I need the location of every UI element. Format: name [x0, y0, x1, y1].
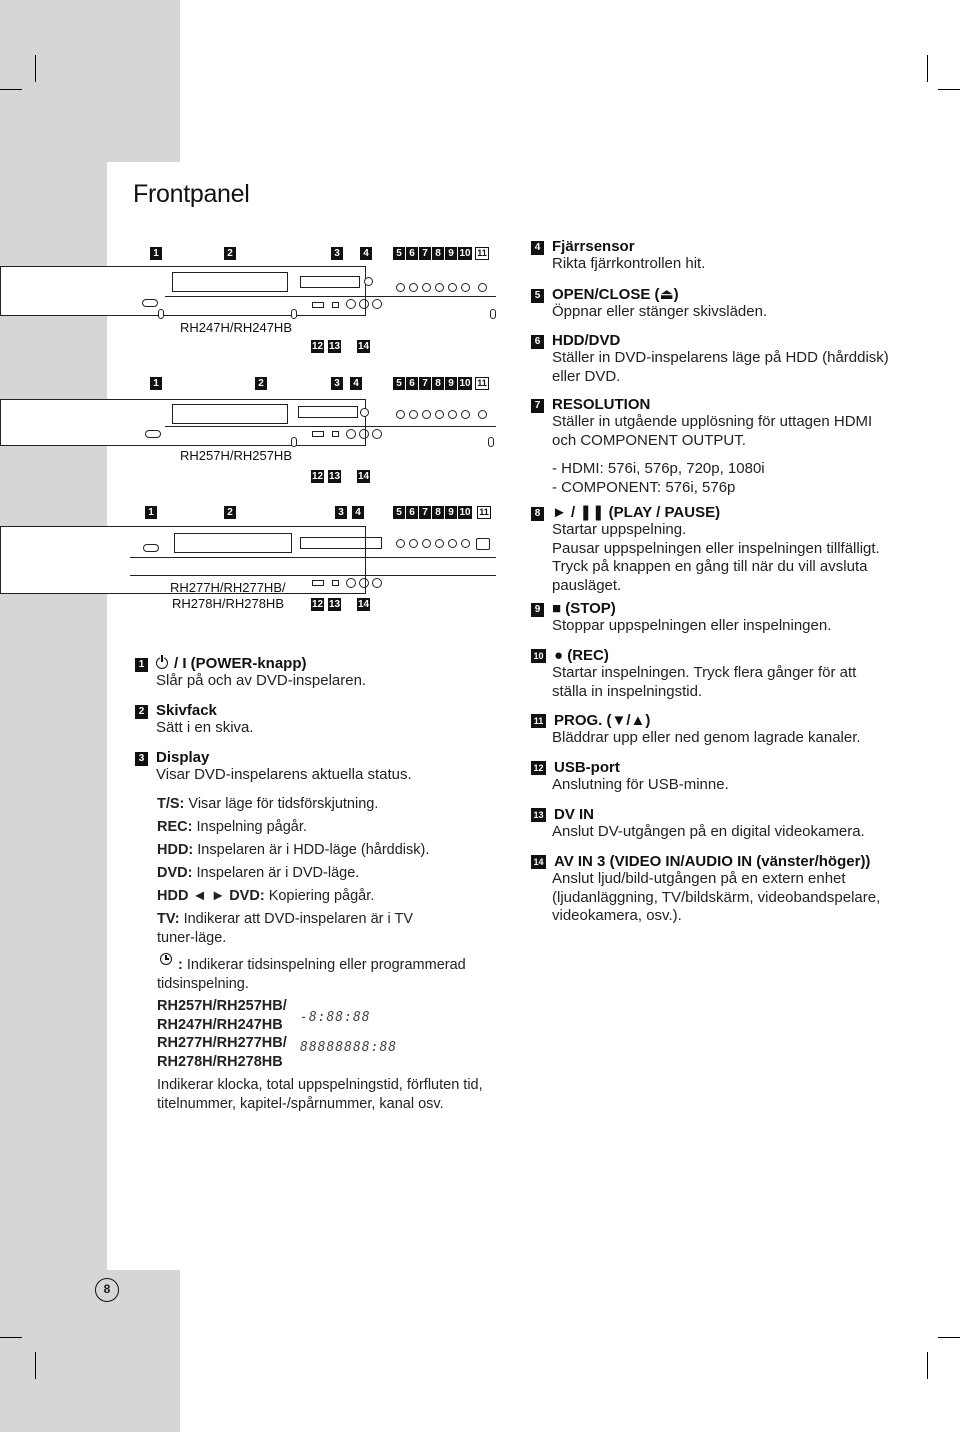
item-heading: DV IN [554, 806, 595, 823]
model-label: RH247H/RH247HB [157, 1016, 283, 1033]
item-display [135, 749, 412, 785]
remote-sensor-icon [364, 277, 373, 286]
callout-number: 14 [357, 341, 370, 352]
callout-number: 13 [328, 471, 341, 482]
rec-icon [461, 283, 470, 292]
hdd-dvd-icon [409, 410, 418, 419]
callout-number: 5 [393, 377, 405, 390]
item-number: 7 [531, 399, 544, 413]
display-segment-a: -8:88:88 [300, 1010, 371, 1025]
av-in-jack-icon [372, 578, 382, 588]
item-description: eller DVD. [552, 367, 621, 385]
indicator-text: tidsinspelning. [157, 975, 249, 992]
display-segment-b: 88888888:88 [300, 1040, 398, 1055]
callout-number: 3 [331, 377, 343, 390]
device-divider [130, 557, 496, 558]
callout-number: 5 [393, 506, 405, 519]
indicator-key: HDD: [157, 842, 194, 858]
open-close-icon [396, 410, 405, 419]
av-in-jack-icon [359, 299, 369, 309]
note-line: Indikerar klocka, total uppspelningstid, förfluten tid, [157, 1077, 483, 1093]
item-description: Bläddrar upp eller ned genom lagrade kanaler. [552, 729, 861, 746]
callout-number: 1 [145, 506, 157, 519]
item-description: Anslut ljud/bild-utgången på en extern enhet [552, 870, 846, 887]
right-item [531, 396, 872, 450]
crop-mark [927, 1352, 928, 1379]
indicator-text: tuner-läge. [157, 929, 227, 946]
item-description: pausläget. [552, 576, 622, 594]
model-label: RH277H/RH277HB/ [157, 1035, 287, 1051]
power-button-icon [142, 299, 158, 307]
item-number: 4 [531, 241, 544, 255]
av-in-jack-icon [372, 429, 382, 439]
callout-number: 13 [328, 341, 341, 352]
av-in-jack-icon [346, 299, 356, 309]
item-heading: ● (REC) [554, 647, 609, 664]
resolution-list-item: - COMPONENT: 576i, 576p [552, 479, 736, 496]
callout-number: 2 [224, 506, 236, 519]
gray-band-left [0, 0, 107, 1432]
item-description: Öppnar eller stänger skivsläden. [552, 303, 768, 320]
play-pause-icon [435, 539, 444, 548]
item-description: Stoppar uppspelningen eller inspelningen. [552, 617, 832, 634]
right-item [531, 503, 880, 595]
callout-number: 12 [311, 471, 324, 482]
callout-number: 11 [475, 377, 489, 390]
stop-icon [448, 539, 457, 548]
item-number: 14 [531, 855, 546, 869]
device-divider [165, 426, 496, 427]
device-divider [130, 575, 496, 576]
callout-number: 9 [445, 247, 457, 260]
item-number: 9 [531, 603, 544, 617]
item-heading: AV IN 3 (VIDEO IN/AUDIO IN (vänster/höger)) [554, 853, 871, 870]
callout-number: 4 [352, 506, 364, 519]
callout-number: 11 [477, 506, 491, 519]
item-number: 11 [531, 714, 546, 728]
note-line: titelnummer, kapitel-/spårnummer, kanal osv. [157, 1095, 444, 1112]
item-description: Tryck på knappen en gång till när du vill avsluta [552, 558, 868, 575]
model-label: RH278H/RH278HB [172, 596, 284, 611]
display-window [300, 537, 382, 549]
indicator-text: Inspelning pågår. [196, 819, 307, 835]
crop-mark [938, 89, 960, 90]
item-description: Pausar uppspelningen eller inspelningen tillfälligt. [552, 539, 880, 557]
power-button-icon [145, 430, 161, 438]
callout-number: 10 [459, 378, 471, 389]
indicator-text: Indikerar att DVD-inspelaren är i TV [183, 911, 414, 927]
item-description: Slår på och av DVD-inspelaren. [156, 672, 367, 689]
item-heading: PROG. (▼/▲) [554, 712, 651, 729]
item-description: Sätt i en skiva. [156, 719, 254, 736]
indicator-tv [157, 910, 413, 947]
device-foot-icon [291, 437, 297, 447]
model-label: RH257H/RH257HB [180, 448, 292, 463]
rec-icon [461, 539, 470, 548]
item-heading: Display [156, 749, 210, 766]
model-label: RH257H/RH257HB/ [157, 998, 287, 1014]
callout-number: 9 [445, 506, 457, 519]
callout-number: 9 [445, 377, 457, 390]
usb-port-icon [312, 580, 324, 586]
crop-mark [35, 1352, 36, 1379]
stop-icon [448, 410, 457, 419]
right-item [531, 759, 729, 795]
indicator-key: REC: [157, 819, 193, 835]
item-description: Startar inspelningen. Tryck flera gånger för att [552, 664, 857, 681]
indicator-key: TV: [157, 911, 180, 927]
item-description: Anslutning för USB-minne. [552, 776, 729, 793]
callout-number: 6 [406, 377, 418, 390]
callout-number: 7 [419, 247, 431, 260]
crop-mark [0, 1337, 22, 1338]
item-number: 5 [531, 289, 544, 303]
power-button-icon [143, 544, 159, 552]
indicator-key: : [178, 957, 183, 973]
item-description: videokamera, osv.). [552, 907, 682, 924]
item-heading: ► / ❚❚ (PLAY / PAUSE) [552, 504, 721, 521]
item-description: ställa in inspelningstid. [552, 682, 703, 700]
indicator-text: Inspelaren är i HDD-läge (hårddisk). [197, 842, 430, 858]
callout-number: 6 [406, 247, 418, 260]
device-divider [165, 296, 496, 297]
callout-number: 2 [255, 377, 267, 390]
right-item [531, 647, 856, 701]
prog-icon [478, 410, 487, 419]
clock-models-b [157, 1034, 287, 1071]
item-number: 6 [531, 335, 544, 349]
item-description: Rikta fjärrkontrollen hit. [552, 255, 706, 272]
right-item [531, 600, 831, 636]
item-power [135, 655, 366, 691]
device-foot-icon [490, 309, 496, 319]
callout-number: 8 [432, 506, 444, 519]
callout-number: 1 [150, 247, 162, 260]
right-item [531, 806, 865, 842]
model-label: RH247H/RH247HB [180, 320, 292, 335]
resolution-icon [422, 539, 431, 548]
hdd-dvd-icon [409, 539, 418, 548]
right-item [531, 332, 889, 386]
item-heading: RESOLUTION [552, 396, 651, 413]
display-window [298, 406, 358, 418]
usb-port-icon [312, 431, 324, 437]
item-heading: / I (POWER-knapp) [174, 655, 307, 672]
remote-sensor-icon [360, 408, 369, 417]
item-heading: ■ (STOP) [552, 600, 616, 617]
model-label: RH278H/RH278HB [157, 1053, 283, 1070]
item-heading: USB-port [554, 759, 620, 776]
disc-tray [174, 533, 292, 553]
clock-icon [160, 953, 172, 965]
callout-number: 14 [357, 471, 370, 482]
indicator-copy [157, 887, 374, 906]
indicator-key: DVD: [157, 865, 193, 881]
callout-number: 2 [224, 247, 236, 260]
callout-number: 8 [432, 247, 444, 260]
usb-port-icon [312, 302, 324, 308]
indicator-key: HDD ◄ ► DVD: [157, 888, 265, 904]
indicator-hdd [157, 841, 429, 860]
hdd-dvd-icon [409, 283, 418, 292]
gray-band-bottom [0, 1270, 180, 1432]
item-number: 2 [135, 705, 148, 719]
dv-in-icon [332, 302, 339, 308]
av-in-jack-icon [346, 578, 356, 588]
crop-mark [927, 55, 928, 82]
prog-icon [476, 538, 490, 550]
play-pause-icon [435, 283, 444, 292]
callout-number: 12 [311, 341, 324, 352]
dv-in-icon [332, 580, 339, 586]
item-heading: OPEN/CLOSE (⏏) [552, 286, 679, 303]
callout-number: 12 [311, 599, 324, 610]
indicator-dvd [157, 864, 359, 883]
item-description: Anslut DV-utgången på en digital videokamera. [552, 823, 865, 840]
indicator-text: Inspelaren är i DVD-läge. [196, 865, 360, 881]
callout-number: 10 [459, 248, 471, 259]
item-description: Visar DVD-inspelarens aktuella status. [156, 766, 412, 783]
open-close-icon [396, 283, 405, 292]
callout-number: 7 [419, 506, 431, 519]
callout-number: 1 [150, 377, 162, 390]
play-pause-icon [435, 410, 444, 419]
resolution-icon [422, 283, 431, 292]
av-in-jack-icon [346, 429, 356, 439]
callout-number: 3 [335, 506, 347, 519]
right-item [531, 285, 767, 322]
indicator-ts [157, 795, 378, 814]
indicator-text: Kopiering pågår. [268, 888, 375, 904]
callout-number: 10 [459, 507, 471, 518]
item-number: 3 [135, 752, 148, 766]
callout-number: 6 [406, 506, 418, 519]
av-in-jack-icon [359, 578, 369, 588]
av-in-jack-icon [372, 299, 382, 309]
disc-tray [172, 272, 288, 292]
callout-number: 5 [393, 247, 405, 260]
item-description: Startar uppspelning. [552, 521, 687, 538]
right-item [531, 853, 880, 926]
disc-tray [172, 404, 288, 424]
item-number: 13 [531, 808, 546, 822]
callout-number: 13 [328, 599, 341, 610]
item-number: 8 [531, 507, 544, 521]
device-foot-icon [158, 309, 164, 319]
indicator-rec [157, 818, 307, 837]
item-description: Ställer in utgående upplösning för uttagen HDMI [552, 413, 873, 430]
right-item [531, 238, 705, 274]
stop-icon [448, 283, 457, 292]
item-description: (ljudanläggning, TV/bildskärm, videobandspelare, [552, 888, 881, 906]
item-heading: Skivfack [156, 702, 217, 719]
indicator-text: Visar läge för tidsförskjutning. [188, 796, 379, 812]
crop-mark [35, 55, 36, 82]
item-heading: HDD/DVD [552, 332, 621, 349]
crop-mark [938, 1337, 960, 1338]
device-foot-icon [488, 437, 494, 447]
power-icon [156, 657, 168, 669]
open-close-icon [396, 539, 405, 548]
item-number: 10 [531, 649, 546, 663]
callout-number: 11 [475, 247, 489, 260]
callout-number: 4 [360, 247, 372, 260]
crop-mark [0, 89, 22, 90]
item-description: och COMPONENT OUTPUT. [552, 431, 746, 449]
indicator-text: Indikerar tidsinspelning eller programmerad [186, 957, 466, 973]
item-description: Ställer in DVD-inspelarens läge på HDD (hårddisk) [552, 349, 889, 366]
av-in-jack-icon [359, 429, 369, 439]
clock-models-a [157, 997, 287, 1034]
callout-number: 7 [419, 377, 431, 390]
item-number: 1 [135, 658, 148, 672]
item-disc-tray [135, 702, 254, 738]
model-label: RH277H/RH277HB/ [170, 580, 286, 595]
indicator-timer [157, 953, 466, 993]
right-item [531, 712, 861, 748]
page-number: 8 [95, 1278, 119, 1302]
resolution-list-item: - HDMI: 576i, 576p, 720p, 1080i [552, 460, 765, 477]
dv-in-icon [332, 431, 339, 437]
callout-number: 14 [357, 599, 370, 610]
clock-note [157, 1076, 483, 1113]
callout-number: 8 [432, 377, 444, 390]
indicator-key: T/S: [157, 796, 185, 812]
device-foot-icon [291, 309, 297, 319]
prog-icon [478, 283, 487, 292]
page-title: Frontpanel [133, 180, 250, 208]
item-heading: Fjärrsensor [552, 238, 635, 255]
display-window [300, 276, 360, 288]
callout-number: 4 [350, 377, 362, 390]
item-number: 12 [531, 761, 546, 775]
callout-number: 3 [331, 247, 343, 260]
resolution-icon [422, 410, 431, 419]
rec-icon [461, 410, 470, 419]
